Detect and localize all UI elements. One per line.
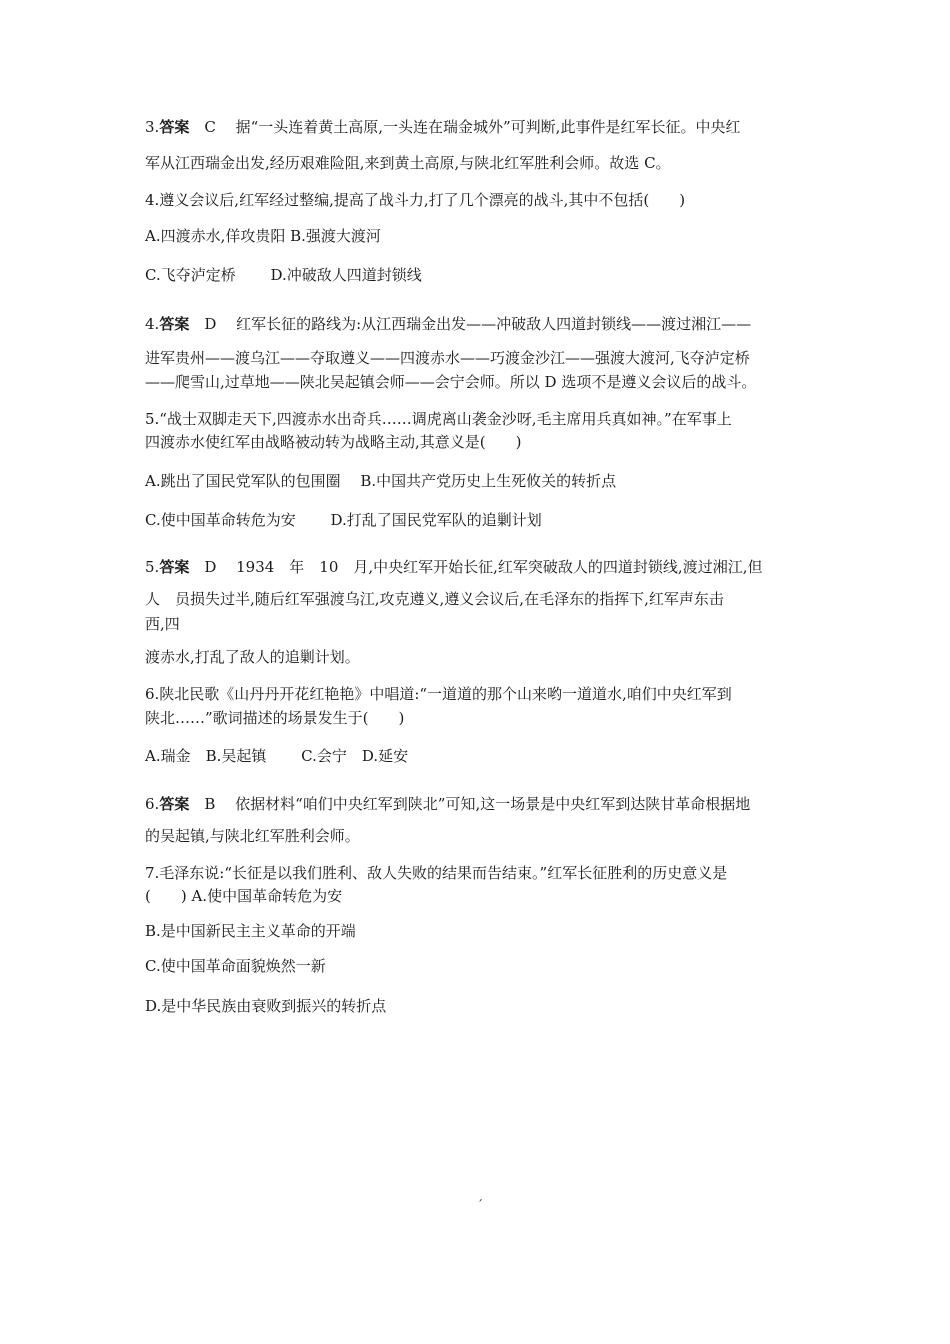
- answer-number: 3.: [145, 118, 160, 136]
- answer-5-line-1: [145, 557, 762, 577]
- question-7-option-d: D.是中华民族由衰败到振兴的转折点: [145, 997, 387, 1015]
- footer-mark: ˊ: [477, 1198, 483, 1212]
- question-5-stem-line-1: 5.“战士双脚走天下,四渡赤水出奇兵……调虎离山袭金沙呀,毛主席用兵真如神。”在军事上: [145, 410, 732, 428]
- answer-4-line-3: ——爬雪山,过草地——陕北吴起镇会师——会宁会师。所以 D 选项不是遵义会议后的战斗。: [145, 373, 757, 391]
- question-5-stem-line-2: 四渡赤水使红军由战略被动转为战略主动,其意义是( ): [145, 433, 522, 451]
- answer-label: 答案: [159, 315, 190, 333]
- question-6-stem-line-2: 陕北……”歌词描述的场景发生于( ): [145, 709, 405, 727]
- answer-6-line-1: [145, 794, 750, 814]
- answer-text: C 据“一头连着黄土高原,一头连在瑞金城外”可判断,此事件是红军长征。中央红: [189, 118, 741, 136]
- question-7-option-c: C.使中国革命面貌焕然一新: [145, 957, 326, 975]
- question-5-options-cd: C.使中国革命转危为安 D.打乱了国民党军队的追剿计划: [145, 511, 542, 529]
- answer-text: D 1934 年 10 月,中央红军开始长征,红军突破敌人的四道封锁线,渡过湘江,但: [189, 558, 763, 576]
- answer-3-line-2: 军从江西瑞金出发,经历艰难险阻,来到黄土高原,与陕北红军胜利会师。故选 C。: [145, 154, 671, 172]
- question-6-options: A.瑞金 B.吴起镇 C.会宁 D.延安: [145, 747, 409, 765]
- answer-number: 4.: [145, 315, 160, 333]
- answer-text: D 红军长征的路线为:从江西瑞金出发——冲破敌人四道封锁线——渡过湘江——: [189, 315, 752, 333]
- answer-6-line-2: 的吴起镇,与陕北红军胜利会师。: [145, 827, 360, 845]
- question-7-stem-line-2: ( ) A.使中国革命转危为安: [145, 887, 343, 905]
- question-6-stem-line-1: 6.陕北民歌《山丹丹开花红艳艳》中唱道:“一道道的那个山来哟一道道水,咱们中央红军到: [145, 685, 732, 703]
- question-4-options-cd: C.飞夺泸定桥 D.冲破敌人四道封锁线: [145, 266, 422, 284]
- answer-label: 答案: [159, 118, 190, 136]
- answer-number: 5.: [145, 558, 160, 576]
- answer-text: B 依据材料“咱们中央红军到陕北”可知,这一场景是中央红军到达陕甘革命根据地: [189, 795, 751, 813]
- question-7-stem-line-1: 7.毛泽东说:“长征是以我们胜利、敌人失败的结果而告结束。”红军长征胜利的历史意义是: [145, 864, 728, 882]
- answer-4-line-2: 进军贵州——渡乌江——夺取遵义——四渡赤水——巧渡金沙江——强渡大渡河,飞夺泸定桥: [145, 349, 750, 367]
- answer-label: 答案: [159, 558, 190, 576]
- answer-5-line-3: 西,四: [145, 615, 180, 633]
- question-4-options-ab: A.四渡赤水,佯攻贵阳 B.强渡大渡河: [145, 227, 381, 245]
- answer-number: 6.: [145, 795, 160, 813]
- answer-5-line-2: 人 员损失过半,随后红军强渡乌江,攻克遵义,遵义会议后,在毛泽东的指挥下,红军声东击: [145, 590, 724, 608]
- question-5-options-ab: A.跳出了国民党军队的包围圈 B.中国共产党历史上生死攸关的转折点: [145, 472, 617, 490]
- answer-3-line-1: [145, 117, 740, 137]
- question-4-stem: 4.遵义会议后,红军经过整编,提高了战斗力,打了几个漂亮的战斗,其中不包括( ): [145, 191, 686, 209]
- answer-label: 答案: [159, 795, 190, 813]
- question-7-option-b: B.是中国新民主主义革命的开端: [145, 922, 356, 940]
- answer-5-line-4: 渡赤水,打乱了敌人的追剿计划。: [145, 648, 360, 666]
- answer-4-line-1: [145, 314, 751, 334]
